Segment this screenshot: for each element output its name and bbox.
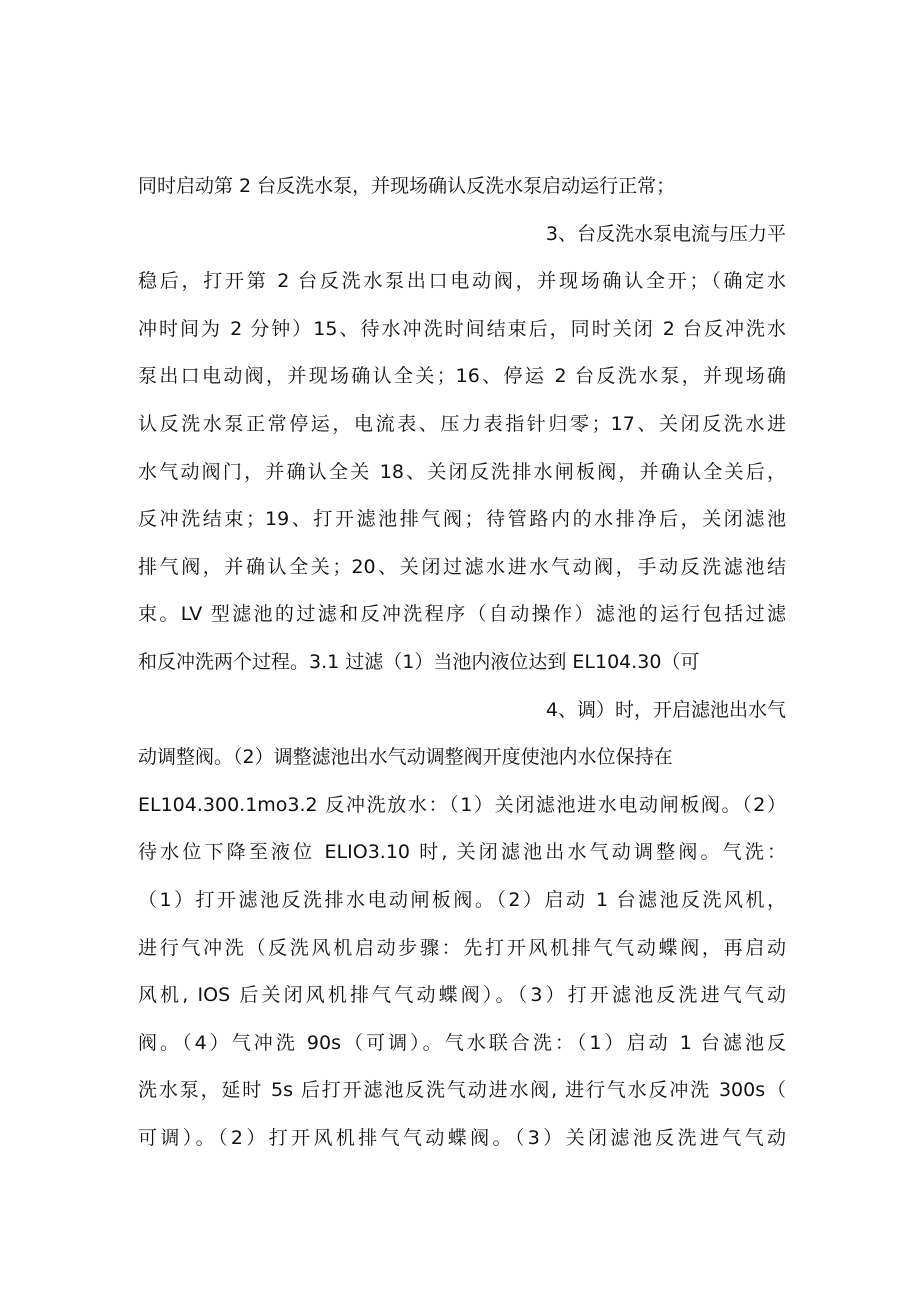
text-line: 可调）。（2）打开风机排气气动蝶阀。（3）关闭滤池反洗进气气动 (138, 1126, 786, 1149)
text-line: 排气阀，并确认全关；20、关闭过滤水进水气动阀，手动反洗滤池结 (138, 555, 786, 578)
text-line: 洗水泵，延时 5s 后打开滤池反洗气动进水阀, 进行气水反冲洗 300s（ (138, 1079, 786, 1102)
text-line: 和反冲洗两个过程。3.1 过滤（1）当池内液位达到 EL104.30（可 (138, 650, 700, 673)
text-line: 同时启动第 2 台反洗水泵，并现场确认反洗水泵启动运行正常； (138, 175, 676, 197)
text-line: 进行气冲洗（反洗风机启动步骤：先打开风机排气气动蝶阀，再启动 (138, 936, 786, 959)
text-line: 水气动阀门，并确认全关 18、关闭反洗排水闸板阀，并确认全关后， (138, 460, 786, 483)
text-line: 动调整阀。（2）调整滤池出水气动调整阀开度使池内水位保持在 (138, 746, 673, 769)
text-line: 4、调）时，开启滤池出水气 (545, 698, 786, 721)
text-line: 束。LV 型滤池的过滤和反冲洗程序（自动操作）滤池的运行包括过滤 (138, 603, 786, 626)
text-line: 稳后，打开第 2 台反洗水泵出口电动阀，并现场确认全开；（确定水 (138, 270, 786, 293)
text-line: 待水位下降至液位 ELIO3.10 时, 关闭滤池出水气动调整阀。气洗： (138, 841, 786, 864)
text-line: 冲时间为 2 分钟）15、待水冲洗时间结束后，同时关闭 2 台反冲洗水 (138, 317, 786, 340)
text-line: 认反洗水泵正常停运，电流表、压力表指针归零；17、关闭反洗水进 (138, 412, 786, 435)
text-line: 阀。（4）气冲洗 90s（可调）。气水联合洗：（1）启动 1 台滤池反 (138, 1031, 786, 1054)
text-line: 泵出口电动阀，并现场确认全关；16、停运 2 台反洗水泵，并现场确 (138, 365, 786, 388)
document-body (138, 163, 786, 1162)
text-line: 3、台反洗水泵电流与压力平 (545, 222, 786, 245)
text-line: EL104.300.1mo3.2 反冲洗放水：（1）关闭滤池进水电动闸板阀。（2） (138, 793, 786, 816)
text-line: 风机, IOS 后关闭风机排气气动蝶阀）。（3）打开滤池反洗进气气动 (138, 984, 786, 1007)
text-line: （1）打开滤池反洗排水电动闸板阀。（2）启动 1 台滤池反洗风机， (138, 888, 786, 911)
text-line: 反冲洗结束；19、打开滤池排气阀；待管路内的水排净后，关闭滤池 (138, 508, 786, 531)
